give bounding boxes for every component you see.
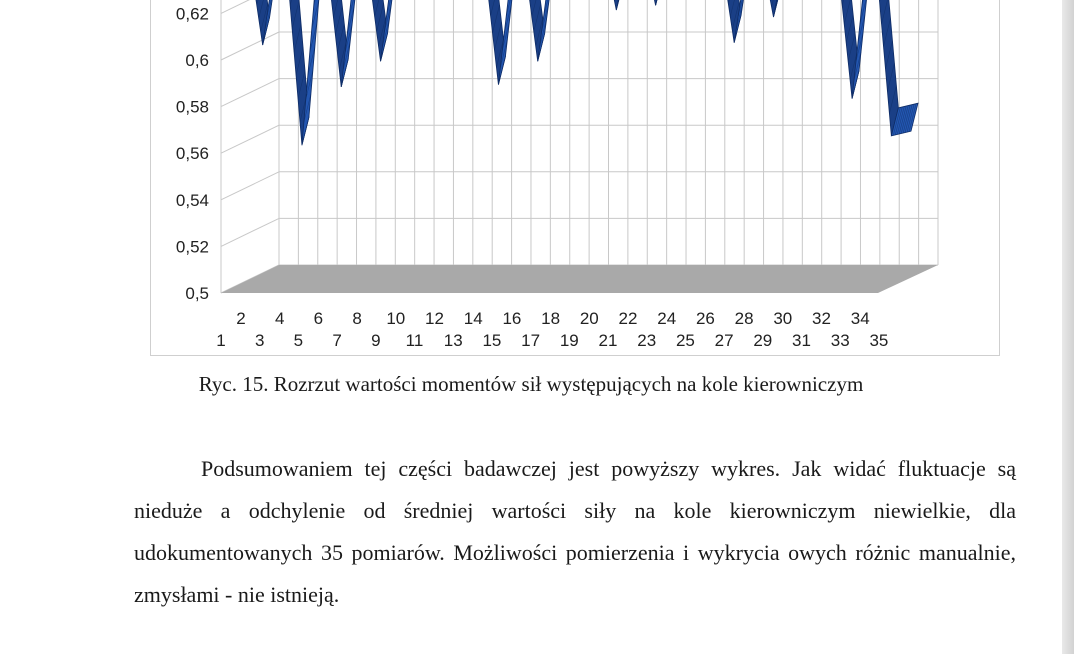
x-tick-label-back-14: 14 (463, 309, 483, 328)
y-tick-label-5: 0,6 (185, 51, 209, 70)
gridline-side-4 (221, 79, 279, 107)
ribbon-segment-19 (597, 0, 624, 10)
y-tick-label-2: 0,54 (175, 190, 209, 210)
gridline-side-3 (221, 125, 279, 153)
ribbon-segment-7 (361, 0, 388, 61)
x-tick-label-back-4: 4 (274, 309, 285, 328)
x-tick-label-front-5: 5 (293, 331, 304, 350)
x-tick-label-front-23: 23 (637, 331, 657, 350)
x-tick-label-front-15: 15 (482, 331, 502, 350)
y-tick-label-4: 0,58 (175, 97, 209, 117)
figure-caption: Ryc. 15. Rozrzut wartości momentów sił występujących na kole kierowniczym (198, 372, 864, 396)
x-tick-label-back-30: 30 (773, 309, 793, 328)
x-tick-label-front-9: 9 (371, 331, 381, 350)
x-tick-label-front-27: 27 (714, 331, 734, 350)
x-tick-label-back-6: 6 (313, 309, 324, 328)
y-tick-label-1: 0,52 (175, 237, 209, 257)
gridline-side-5 (221, 32, 279, 60)
ribbon-segment-20 (616, 0, 643, 10)
ribbon-segment-4 (302, 0, 329, 145)
x-tick-label-back-34: 34 (850, 309, 870, 328)
x-tick-label-back-10: 10 (386, 309, 406, 328)
x-tick-label-front-25: 25 (675, 331, 695, 350)
x-tick-label-front-21: 21 (598, 331, 618, 350)
page-edge-shadow (1062, 0, 1074, 654)
x-tick-label-front-35: 35 (869, 331, 889, 350)
y-tick-label-0: 0,5 (185, 284, 209, 303)
y-tick-label-3: 0,56 (175, 144, 209, 164)
x-tick-label-front-17: 17 (521, 331, 541, 350)
ribbon-segment-21 (636, 0, 663, 5)
chart-floor (221, 265, 938, 293)
gridline-side-2 (221, 172, 279, 200)
x-tick-label-front-3: 3 (254, 331, 265, 350)
x-tick-label-back-22: 22 (618, 309, 638, 328)
x-tick-label-back-32: 32 (812, 309, 831, 328)
gridline-side-1 (221, 218, 279, 246)
x-tick-label-front-29: 29 (753, 331, 773, 350)
x-tick-label-front-19: 19 (559, 331, 579, 350)
x-tick-label-back-8: 8 (352, 309, 362, 328)
ribbon-segment-33 (872, 0, 899, 136)
body-paragraph (134, 448, 1016, 616)
ribbon-segment-22 (656, 0, 683, 5)
paragraph-text: Podsumowaniem tej części badawczej jest powyższy wykres. Jak widać fluktuacje są nieduże a odchylenie od średniej wartości siły na kole kierowniczym niewielkie, dla udokumentowanych 35 pomiarów. Możliwości pomierzenia i wykrycia owych różnic manualnie, zmysłami - nie istnieją. (134, 456, 1016, 607)
x-tick-label-front-33: 33 (830, 331, 850, 350)
y-tick-label-6: 0,62 (175, 4, 209, 24)
x-tick-label-back-18: 18 (541, 309, 561, 328)
x-tick-label-front-31: 31 (792, 331, 811, 350)
x-tick-label-front-7: 7 (332, 331, 342, 350)
x-tick-label-back-28: 28 (734, 309, 754, 328)
x-tick-label-back-12: 12 (425, 309, 444, 328)
x-tick-label-back-2: 2 (236, 309, 246, 328)
chart-frame (150, 0, 1000, 356)
x-tick-label-back-26: 26 (695, 309, 715, 328)
ribbon-segment-28 (773, 0, 800, 17)
x-tick-label-back-24: 24 (657, 309, 677, 328)
x-tick-label-back-20: 20 (579, 309, 599, 328)
x-tick-label-front-13: 13 (443, 331, 463, 350)
x-tick-label-back-16: 16 (502, 309, 522, 328)
x-tick-label-front-1: 1 (216, 331, 226, 350)
x-tick-label-front-11: 11 (405, 331, 424, 350)
moment-scatter-chart (151, 0, 1001, 357)
